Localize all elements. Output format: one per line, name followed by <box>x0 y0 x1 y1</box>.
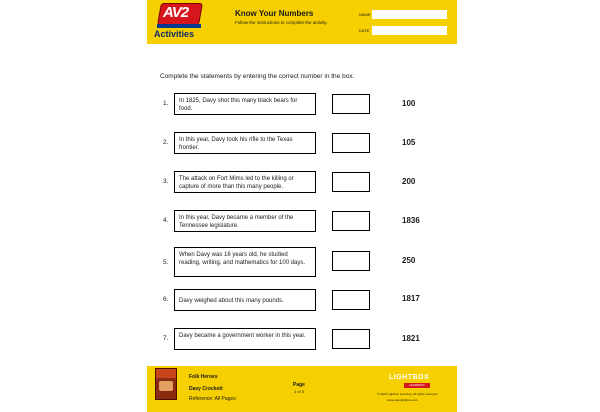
series-name: Folk Heroes <box>189 374 218 380</box>
av2-logo-text: AV2 <box>163 4 189 21</box>
answer-box-2[interactable] <box>332 133 370 153</box>
number-option: 250 <box>402 256 416 265</box>
name-label: NAME <box>359 12 371 17</box>
av2-logo-stripe <box>157 24 201 28</box>
date-label: DATE <box>359 28 370 33</box>
website-link[interactable]: www.openlightbox.com <box>387 398 418 402</box>
instructions-text: Complete the statements by entering the correct number in the box. <box>160 73 355 80</box>
answer-box-4[interactable] <box>332 211 370 231</box>
question-number: 1. <box>163 100 169 107</box>
question-number: 5. <box>163 259 169 266</box>
statement-box: In 1825, Davy shot this many black bears for food. <box>174 93 316 115</box>
answer-box-1[interactable] <box>332 94 370 114</box>
question-number: 3. <box>163 178 169 185</box>
av2-logo <box>153 3 203 41</box>
page-number: 1 of 3 <box>294 389 305 394</box>
lightbox-learning-badge: LEARNING <box>404 383 430 388</box>
question-number: 4. <box>163 217 169 224</box>
page-subtitle: Follow the instructions to complete the activity. <box>235 20 328 25</box>
statement-box: When Davy was 16 years old, he studied reading, writing, and mathematics for 100 days. <box>174 247 316 277</box>
activities-label: Activities <box>154 29 195 39</box>
answer-box-3[interactable] <box>332 172 370 192</box>
statement-box: In this year, Davy took his rifle to the Texas frontier. <box>174 132 316 154</box>
statement-box: Davy weighed about this many pounds. <box>174 289 316 311</box>
statement-box: Davy became a government worker in this year. <box>174 328 316 350</box>
number-option: 1836 <box>402 216 420 225</box>
number-option: 1821 <box>402 334 420 343</box>
lightbox-logo: LIGHTBOX <box>389 374 430 381</box>
number-option: 100 <box>402 99 416 108</box>
footer-bar <box>147 366 457 412</box>
answer-box-5[interactable] <box>332 251 370 271</box>
number-option: 1817 <box>402 294 420 303</box>
answer-box-7[interactable] <box>332 329 370 349</box>
copyright-text: © 2022 Lightbox Learning. All rights reserved. <box>377 392 438 396</box>
book-cover-image <box>155 368 177 400</box>
book-cover-figure <box>159 381 173 391</box>
header-bar <box>147 0 457 44</box>
book-cover-top <box>156 369 176 378</box>
question-number: 6. <box>163 296 169 303</box>
page-label: Page <box>293 382 305 388</box>
book-title: Davy Crockett <box>189 386 223 392</box>
worksheet-page <box>147 0 457 412</box>
question-number: 2. <box>163 139 169 146</box>
reference-text: Reference: All Pages <box>189 396 236 402</box>
date-field[interactable] <box>372 26 447 35</box>
question-number: 7. <box>163 335 169 342</box>
statement-box: In this year, Davy became a member of the Tennessee legislature. <box>174 210 316 232</box>
answer-box-6[interactable] <box>332 290 370 310</box>
number-option: 200 <box>402 177 416 186</box>
name-field[interactable] <box>372 10 447 19</box>
page-title: Know Your Numbers <box>235 9 314 18</box>
number-option: 105 <box>402 138 416 147</box>
statement-box: The attack on Fort Mims led to the killing or capture of more than this many people. <box>174 171 316 193</box>
